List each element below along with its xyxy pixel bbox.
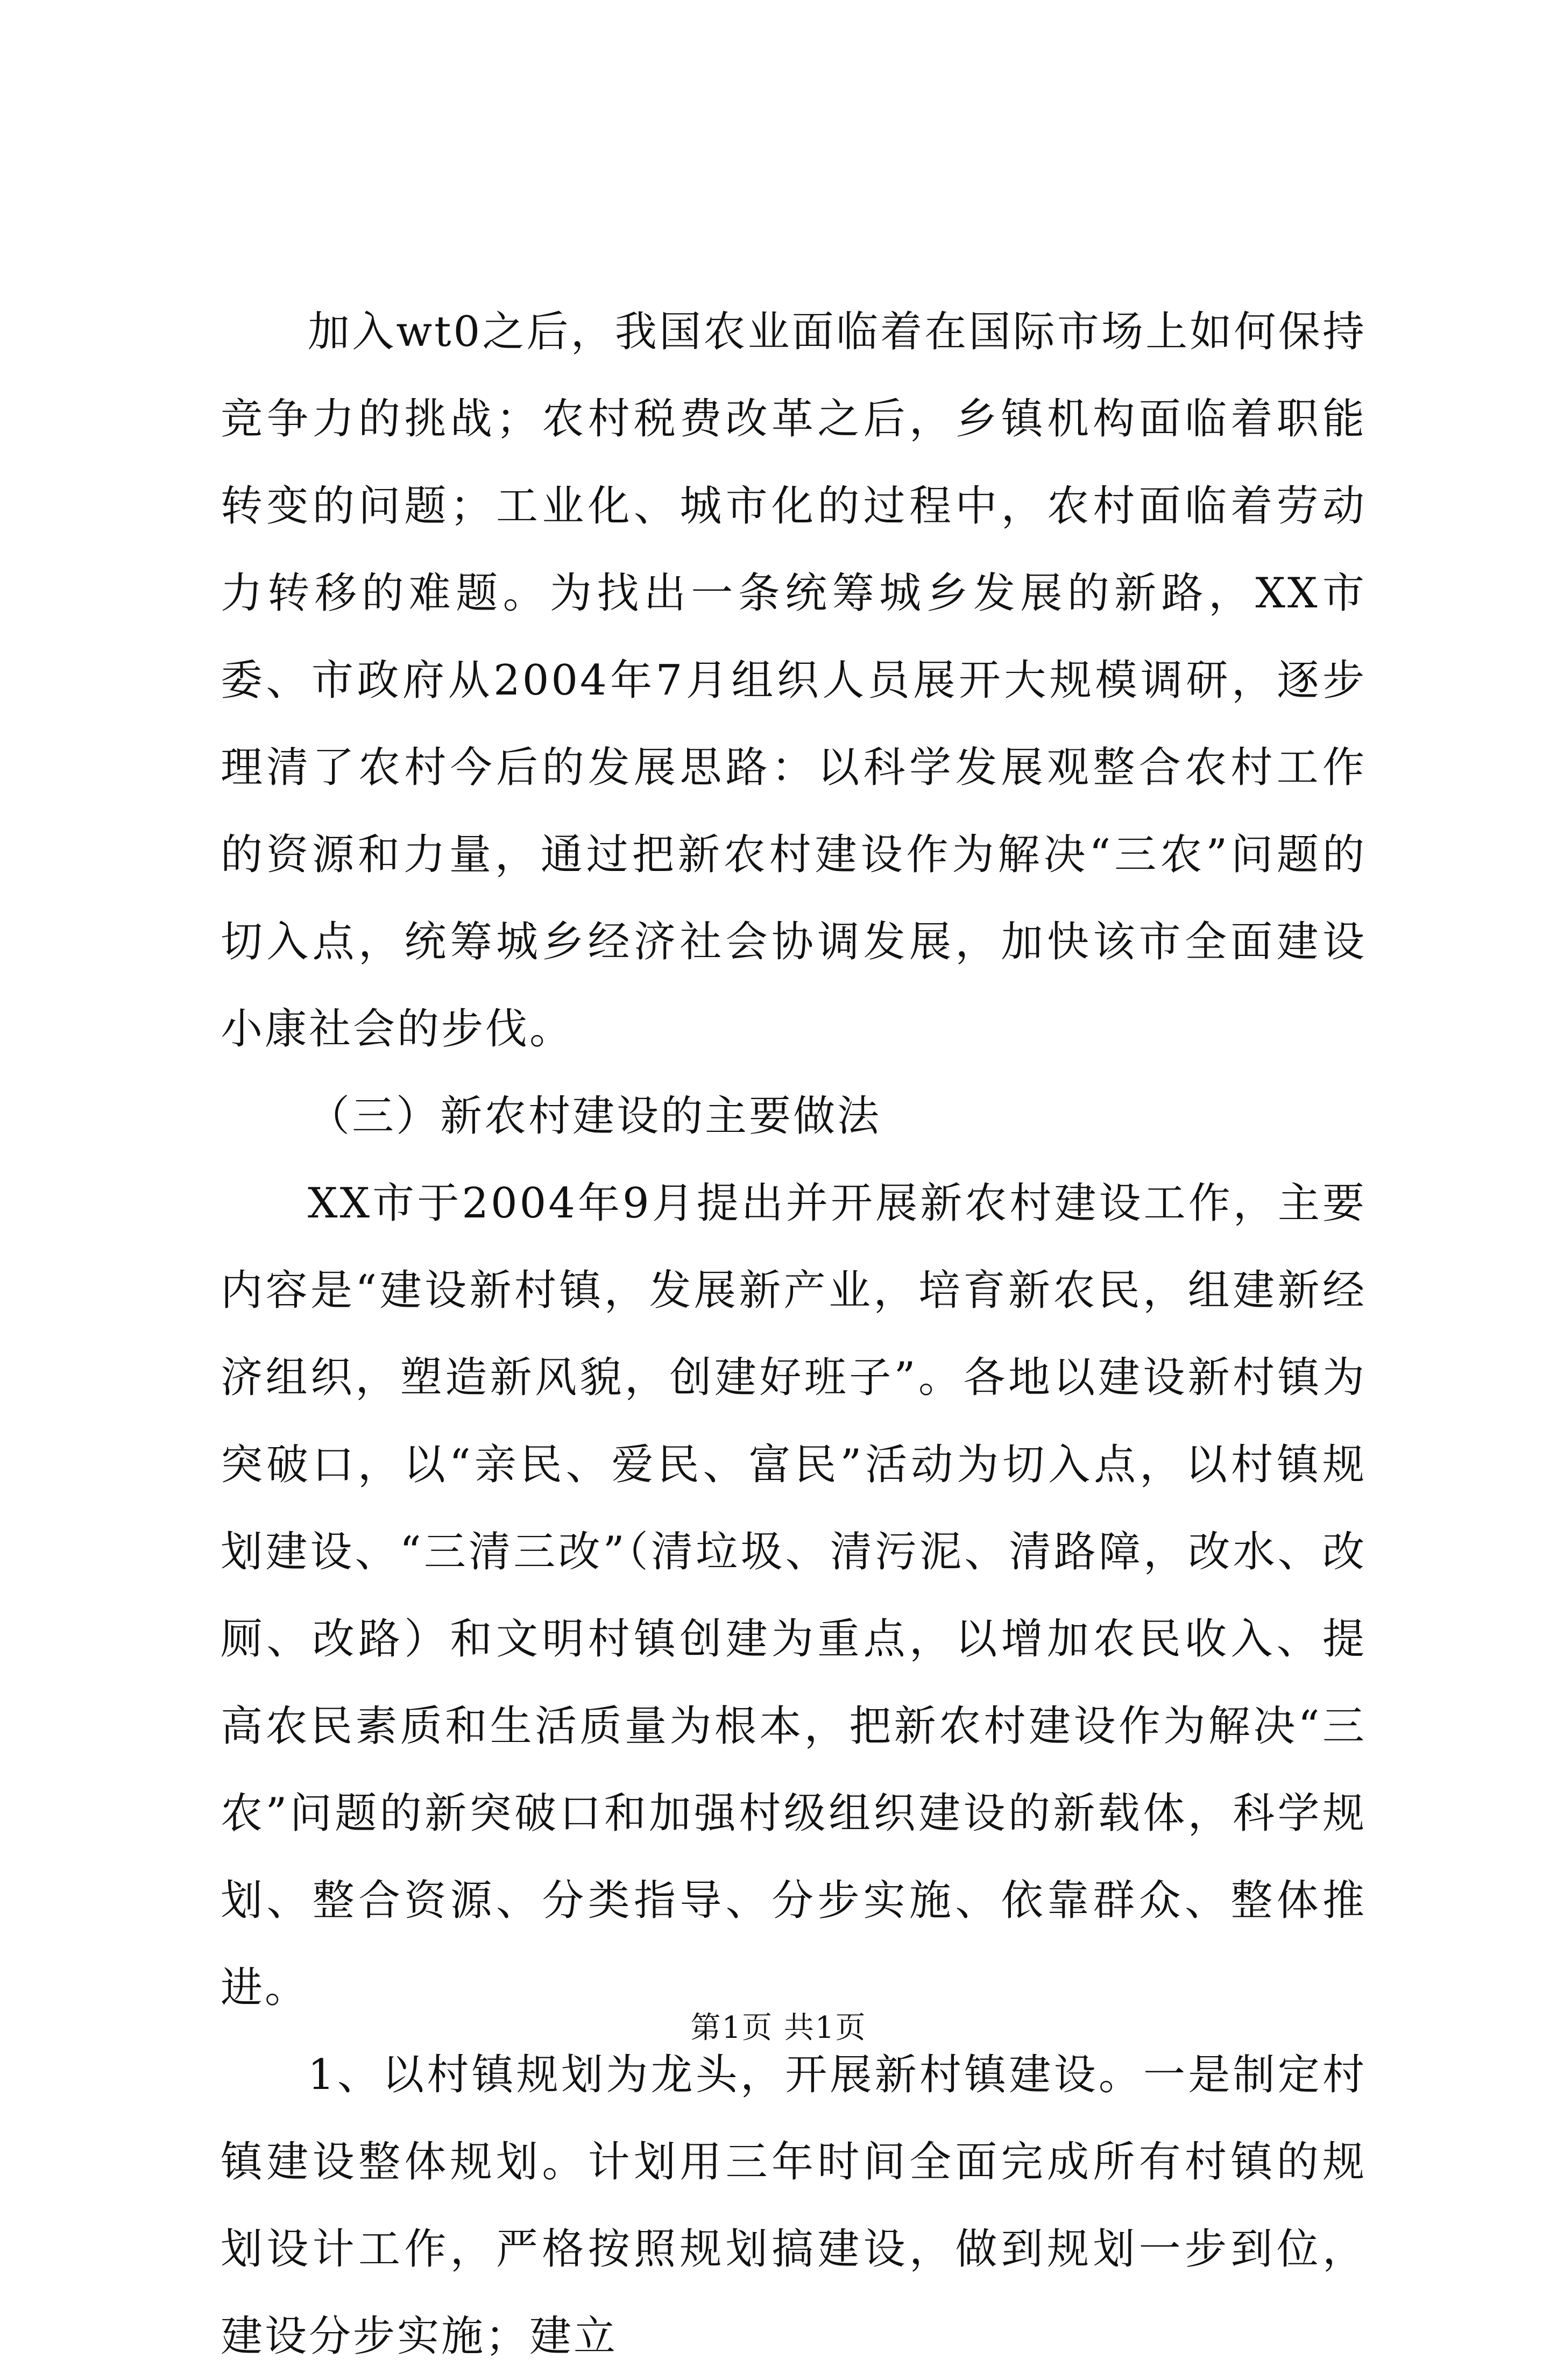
document-body: [221, 288, 1367, 2380]
paragraph-main-practices: XX市于2004年9月提出并开展新农村建设工作，主要内容是“建设新村镇，发展新产业，培育新农民，组建新经济组织，塑造新风貌，创建好班子”。各地以建设新村镇为突破口，以“亲民、爱民、富民”活动为切入点，以村镇规划建设、“三清三改”（清垃圾、清污泥、清路障，改水、改厕、改路）和文明村镇创建为重点，以增加农民收入、提高农民素质和生活质量为根本，把新农村建设作为解决“三农”问题的新突破口和加强村级组织建设的新载体，科学规划、整合资源、分类指导、分步实施、依靠群众、整体推进。: [221, 1179, 1367, 2012]
section-heading: （三）新农村建设的主要做法: [308, 1092, 882, 1141]
paragraph-village-planning: 1、以村镇规划为龙头，开展新村镇建设。一是制定村镇建设整体规划。计划用三年时间全面完成所有村镇的规划设计工作，严格按照规划搞建设，做到规划一步到位，建设分步实施；建立: [221, 2051, 1367, 2361]
page-footer: 第1页 共1页: [690, 2010, 867, 2045]
paragraph-background: 加入wt0之后，我国农业面临着在国际市场上如何保持竞争力的挑战；农村税费改革之后，乡镇机构面临着职能转变的问题；工业化、城市化的过程中，农村面临着劳动力转移的难题。为找出一条统筹城乡发展的新路，XX市委、市政府从2004年7月组织人员展开大规模调研，逐步理清了农村今后的发展思路：以科学发展观整合农村工作的资源和力量，通过把新农村建设作为解决“三农”问题的切入点，统筹城乡经济社会协调发展，加快该市全面建设小康社会的步伐。: [221, 308, 1367, 1053]
